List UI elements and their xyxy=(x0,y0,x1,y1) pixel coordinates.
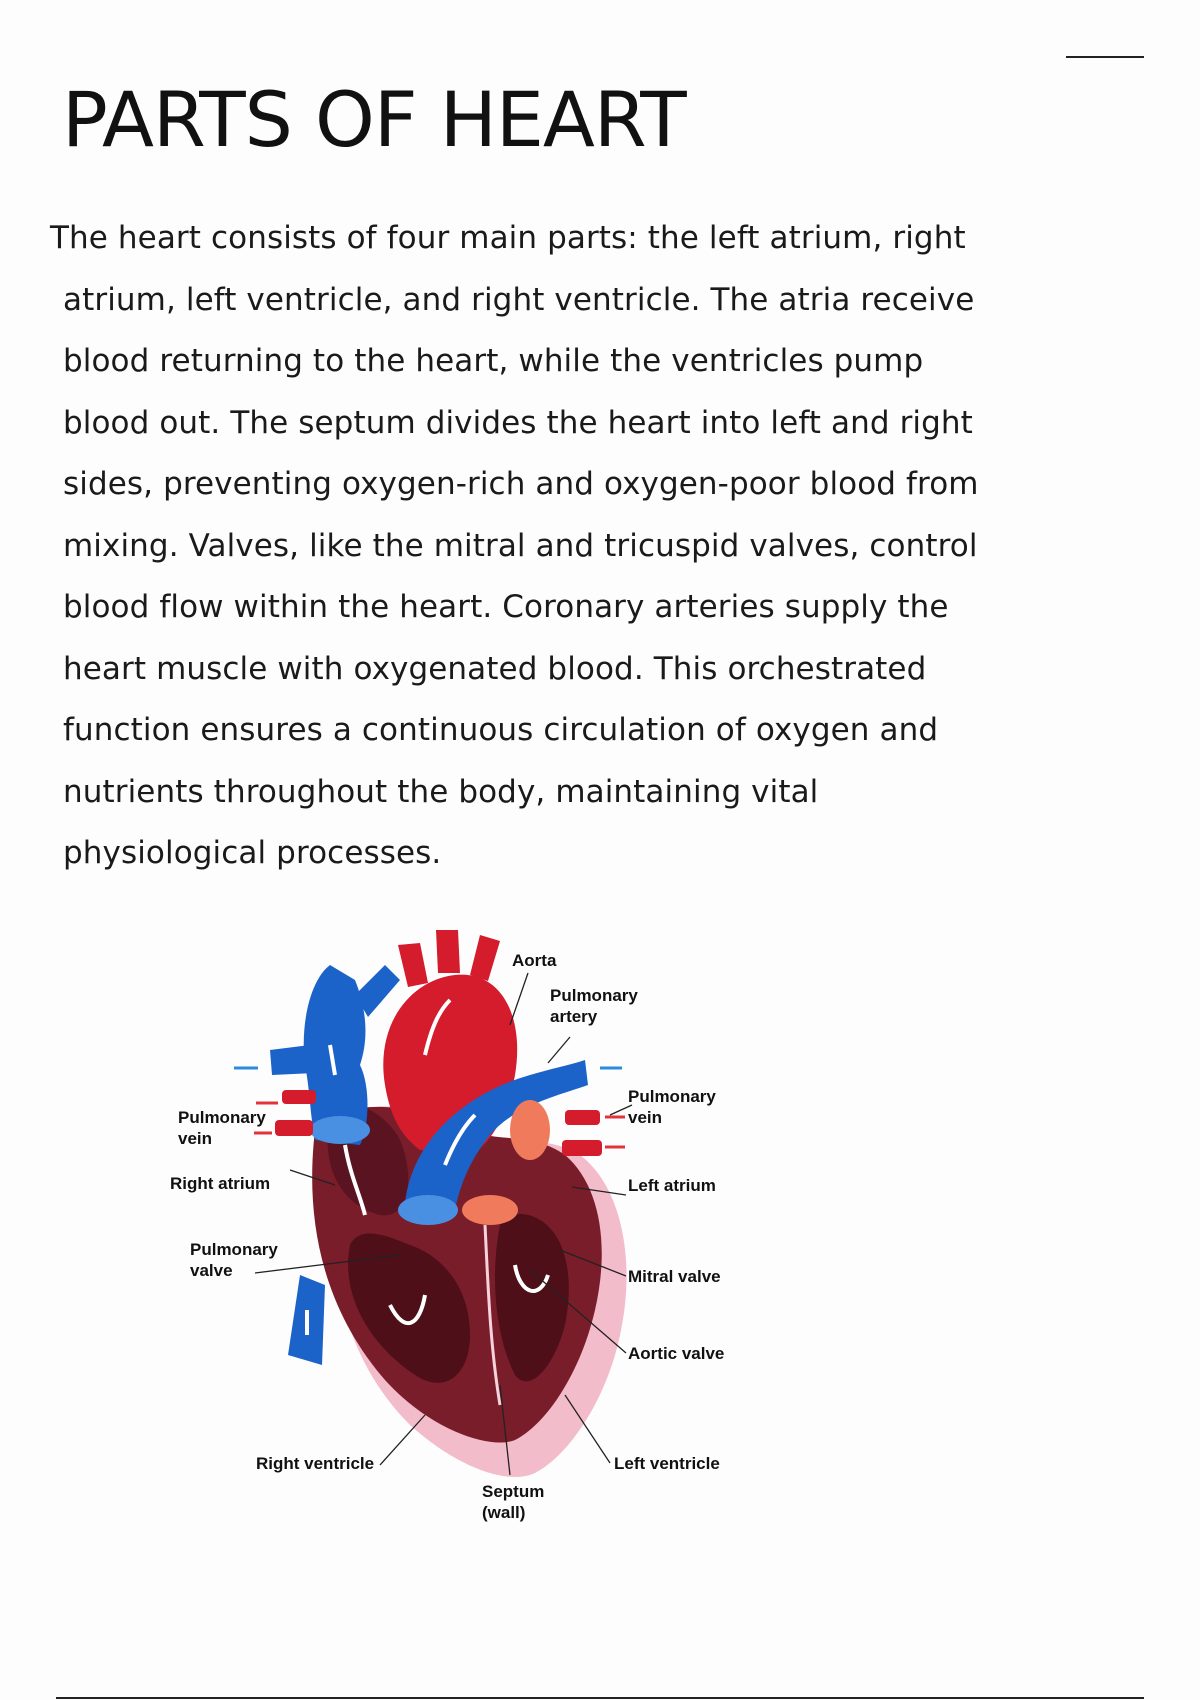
heart-diagram xyxy=(170,925,820,1545)
aortic-opening xyxy=(462,1195,518,1225)
paragraph-line: atrium, left ventricle, and right ventricle. The atria receive xyxy=(63,281,975,318)
paragraph-line: The heart consists of four main parts: the left atrium, right xyxy=(50,220,966,256)
label-mitral-valve: Mitral valve xyxy=(628,1267,721,1286)
body-paragraph xyxy=(50,208,1030,885)
aorta-branch xyxy=(436,930,460,973)
leader-line xyxy=(510,973,528,1025)
label-pulmonary-vein-left: vein xyxy=(628,1108,663,1127)
page-title: PARTS OF HEART xyxy=(62,75,686,164)
label-pulmonary-valve: valve xyxy=(190,1261,233,1280)
label-left-ventricle: Left ventricle xyxy=(614,1454,720,1473)
paragraph-line: blood flow within the heart. Coronary arteries supply the xyxy=(63,589,949,625)
label-pulmonary-vein-right: Pulmonary xyxy=(178,1108,266,1127)
top-rule xyxy=(1066,56,1144,58)
paragraph-line: blood out. The septum divides the heart into left and right xyxy=(63,404,973,441)
paragraph-line: blood returning to the heart, while the ventricles pump xyxy=(63,343,924,379)
paragraph-line: sides, preventing oxygen-rich and oxygen-poor blood from xyxy=(63,466,979,502)
paragraph-line: physiological processes. xyxy=(63,835,442,871)
pulmonary-vein-stub xyxy=(565,1110,600,1125)
label-septum: (wall) xyxy=(482,1503,526,1522)
label-aortic-valve: Aortic valve xyxy=(628,1344,725,1363)
label-pulmonary-vein-left: Pulmonary xyxy=(628,1087,716,1106)
leader-line xyxy=(548,1037,570,1063)
left-atrium-opening xyxy=(510,1100,550,1160)
label-pulmonary-artery: artery xyxy=(550,1007,598,1026)
leader-line xyxy=(380,1415,425,1465)
label-right-ventricle: Right ventricle xyxy=(256,1454,375,1473)
label-pulmonary-artery: Pulmonary xyxy=(550,986,638,1005)
pulmonary-vein-stub xyxy=(562,1140,602,1156)
paragraph-line: mixing. Valves, like the mitral and tricuspid valves, control xyxy=(63,527,978,564)
label-left-atrium: Left atrium xyxy=(628,1176,716,1195)
vena-cava-opening xyxy=(310,1116,370,1144)
label-aorta: Aorta xyxy=(512,951,557,970)
pulmonary-artery-opening xyxy=(398,1195,458,1225)
heart-illustration xyxy=(170,925,820,1545)
aorta-branch xyxy=(398,943,428,987)
label-septum: Septum xyxy=(482,1482,545,1501)
label-pulmonary-vein-right: vein xyxy=(178,1129,213,1148)
pulmonary-vein-stub xyxy=(282,1090,316,1104)
bottom-rule xyxy=(56,1697,1144,1699)
label-right-atrium: Right atrium xyxy=(170,1174,271,1193)
aorta-branch xyxy=(470,935,500,981)
paragraph-line: heart muscle with oxygenated blood. This orchestrated xyxy=(63,650,927,687)
pulmonary-vein-stub xyxy=(275,1120,313,1136)
label-pulmonary-valve: Pulmonary xyxy=(190,1240,278,1259)
paragraph-line: function ensures a continuous circulation of oxygen and xyxy=(63,712,939,748)
paragraph-line: nutrients throughout the body, maintaining vital xyxy=(63,773,819,810)
vena-cava-branch xyxy=(270,1045,315,1075)
